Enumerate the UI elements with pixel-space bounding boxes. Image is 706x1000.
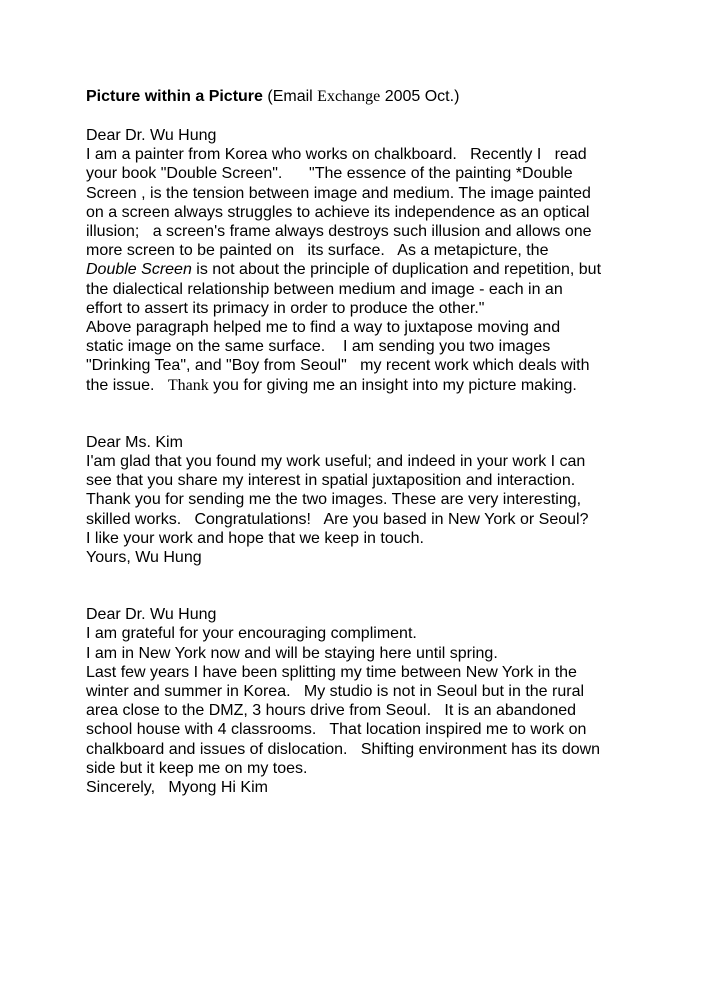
letter-signoff: Yours, Wu Hung [86, 549, 202, 567]
letter-signoff: Sincerely, Myong Hi Kim [86, 779, 268, 797]
italic-book-title: Double Screen [86, 261, 192, 279]
letter-line: school house with 4 classrooms. That location inspired me to work on [86, 721, 587, 739]
letter-line: side but it keep me on my toes. [86, 759, 308, 777]
letter-line: area close to the DMZ, 3 hours drive from Seoul. It is an abandoned [86, 702, 577, 720]
letter-line: "Drinking Tea", and "Boy from Seoul" my recent work which deals with [86, 357, 590, 375]
title-paren-rest: 2005 Oct.) [380, 88, 460, 105]
title-main: Picture within a Picture [86, 88, 263, 105]
letter-line: Last few years I have been splitting my time between New York in the [86, 663, 577, 681]
letter-salutation: Dear Ms. Kim [86, 433, 183, 451]
title-paren-open: (Email [262, 88, 318, 105]
letter-line: I am a painter from Korea who works on chalkboard. Recently I read [86, 146, 587, 164]
letter-line: more screen to be painted on its surface. As a metapicture, the [86, 242, 549, 260]
letter-1 [86, 126, 646, 395]
letter-line: I am in New York now and will be staying here until spring. [86, 644, 498, 662]
last-line-after: you for giving me an insight into my picture making. [208, 376, 577, 394]
letter-line: static image on the same surface. I am sending you two images [86, 338, 551, 356]
letter-line: chalkboard and issues of dislocation. Shifting environment has its down [86, 740, 601, 758]
italic-line-rest: is not about the principle of duplication and repetition, but [191, 261, 602, 279]
letter-line: your book "Double Screen". "The essence of the painting *Double [86, 165, 573, 183]
letter-line: I am grateful for your encouraging compliment. [86, 625, 417, 643]
title-exchange-word: Exchange [317, 88, 381, 105]
letter-salutation: Dear Dr. Wu Hung [86, 127, 217, 144]
letter-line: see that you share my interest in spatial juxtaposition and interaction. [86, 472, 576, 490]
letter-line: Thank you for sending me the two images. These are very interesting, [86, 491, 582, 509]
letter-line: the dialectical relationship between medium and image - each in an [86, 280, 563, 298]
letter-2 [86, 433, 646, 567]
letter-line: winter and summer in Korea. My studio is not in Seoul but in the rural [86, 683, 585, 701]
document-title [86, 87, 646, 107]
letter-salutation: Dear Dr. Wu Hung [86, 606, 217, 624]
letter-line: illusion; a screen's frame always destroys such illusion and allows one [86, 223, 592, 241]
letter-line: Screen , is the tension between image and medium. The image painted [86, 184, 591, 202]
letter-line: skilled works. Congratulations! Are you based in New York or Seoul? [86, 510, 589, 528]
letter-line-italic [86, 260, 646, 279]
letter-line: on a screen always struggles to achieve its independence as an optical [86, 203, 590, 221]
letter-line: effort to assert its primacy in order to produce the other." [86, 299, 485, 317]
letter-line: I like your work and hope that we keep in touch. [86, 529, 424, 547]
last-line-serif-word: Thank [167, 376, 209, 394]
letter-3 [86, 605, 646, 797]
letter-line: I'am glad that you found my work useful; and indeed in your work I can [86, 453, 586, 471]
letter-last-line [86, 376, 646, 395]
last-line-before: the issue. [86, 376, 168, 394]
letter-line: Above paragraph helped me to find a way to juxtapose moving and [86, 319, 561, 337]
document-page [86, 87, 646, 797]
